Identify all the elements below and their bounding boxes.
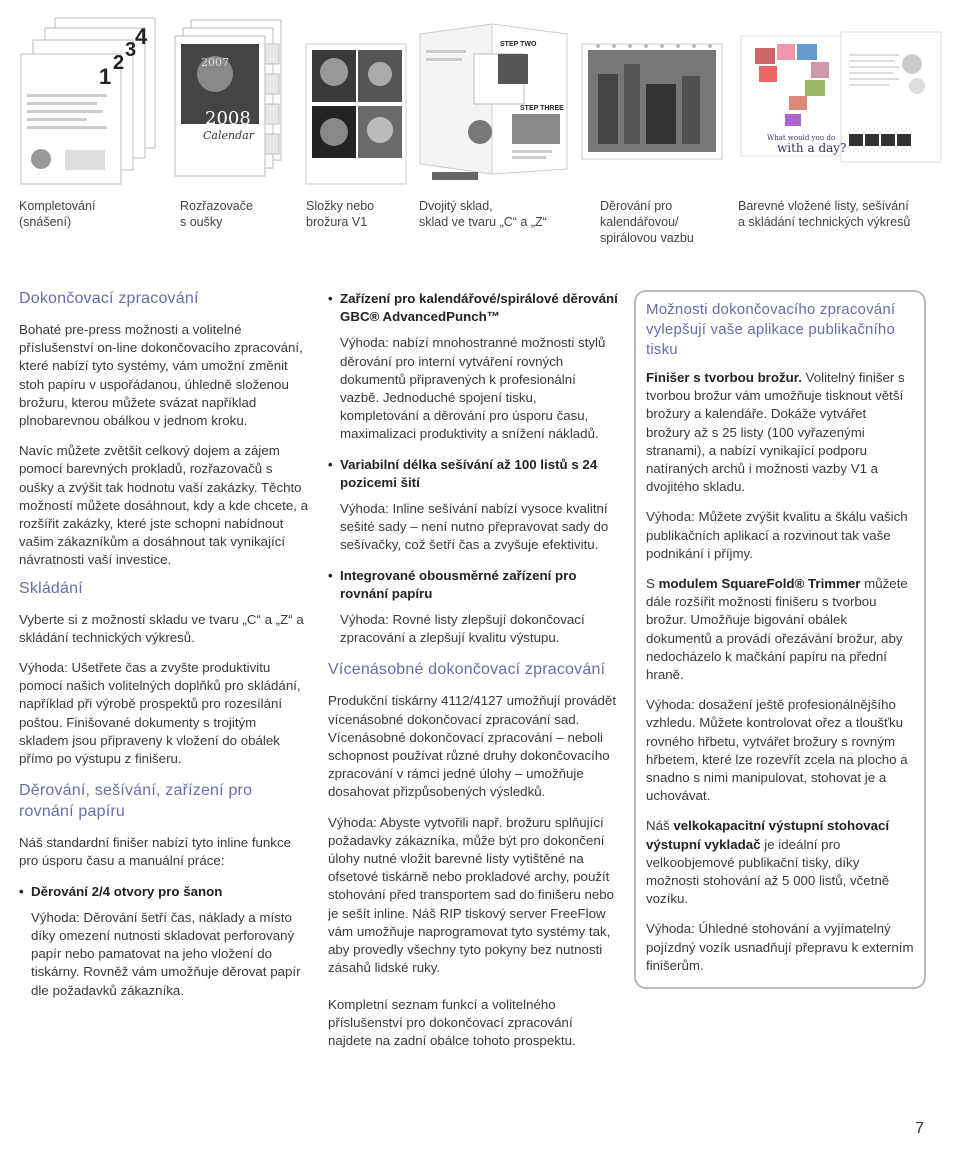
svg-text:2008: 2008 <box>205 108 251 129</box>
svg-text:3: 3 <box>125 39 137 61</box>
heading-finishing: Dokončovací zpracování <box>19 290 199 307</box>
heading-folding: Skládání <box>19 579 83 597</box>
booklet-image <box>300 14 410 189</box>
paragraph: Bohaté pre-press možnosti a volitelné příslušenství on-line dokončovacího zpracování, které nabízí tyto systémy, vám umožní změnit stoh papíru v uspořádanou, úhledně složenou brožuru, kterou můžete svázat například plnobarevnou obálkou v jednom kroku. <box>19 322 303 429</box>
bullet-item: • Děrování 2/4 otvory pro šanon <box>19 883 309 901</box>
caption-color-inserts: Barevné vložené listy, sešívání a skládání technických výkresů <box>738 199 911 229</box>
paragraph: Výhoda: Úhledné stohování a vyjímatelný pojízdný vozík usnadňují přepravu k externím finišerům. <box>646 921 914 973</box>
caption-tab-dividers: Rozřazovače s oušky <box>180 199 253 229</box>
paragraph: Výhoda: dosažení ještě profesionálnějšího vzhledu. Můžete kontrolovat ořez a tloušťku rovného hřbetu, vytvářet brožury s rovným hřbetem, které lze rozevřít zcela na plocho a snadno s nimi manipulovat, stohovat je a uchovávat. <box>646 697 908 804</box>
bullet-body: Výhoda: Děrování šetří čas, náklady a místo díky omezení nutnosti skladovat perforovaný papír nebo pamatovat na jeho vložení do tiskárny. Rovněž vám umožňuje děrovat papír dle požadavků zákazníka. <box>31 909 301 998</box>
svg-text:Calendar: Calendar <box>203 129 254 142</box>
paragraph: Náš velkokapacitní výstupní stohovací výstupní vykladač je ideální pro velkoobjemové publikační tisky, díky možnosti stohování až 5 000 listů, včetně vozíku. <box>646 818 890 907</box>
publishing-options-box <box>634 290 926 989</box>
paragraph: Vyberte si z možností skladu ve tvaru „C“ a „Z“ a skládání technických výkresů. <box>19 611 304 645</box>
caption-booklet: Složky nebo brožura V1 <box>306 199 375 229</box>
bullet-body: Výhoda: Rovné listy zlepšují dokončovací zpracování a zlepšují kvalitu výstupu. <box>340 612 585 646</box>
svg-text:STEP THREE: STEP THREE <box>520 105 564 112</box>
collation-image <box>15 14 160 189</box>
paragraph: Náš standardní finišer nabízí tyto inline funkce pro úsporu času a manuální práce: <box>19 835 291 869</box>
caption-spiral-punch: Děrování pro kalendářovou/ spirálovou vazbu <box>600 199 694 245</box>
bullet-item: • Variabilní délka sešívání až 100 listů s 24 pozicemi šití <box>328 456 618 492</box>
paragraph: Kompletní seznam funkcí a volitelného příslušenství pro dokončovací zpracování najdete na zadní obálce tohoto prospektu. <box>328 996 576 1048</box>
paragraph: Výhoda: Abyste vytvořili např. brožuru splňující požadavky zákazníka, může být pro dokončení úlohy nutné vložit barevné listy vytištěné na ofsetové tiskárně nebo prokladové archy, použít stohování před transportem sad do finišeru nebo je sešít inline. Náš RIP tiskový server FreeFlow vám umožňuje naprogramovat tyto systémy tak, aby provedly všechny tyto pokyny bez nutnosti zásahů lidské ruky. <box>328 814 615 976</box>
svg-text:What would you do: What would you do <box>767 134 836 142</box>
paragraph: Výhoda: Můžete zvýšit kvalitu a škálu vašich publikačních aplikací a rozvinout tak vaše podnikání i příjmy. <box>646 509 908 561</box>
svg-text:2: 2 <box>113 52 125 74</box>
folding-image <box>412 14 572 189</box>
column-right <box>634 290 924 989</box>
paragraph: Produkční tiskárny 4112/4127 umožňují provádět vícenásobné dokončovací zpracování sad. Vícenásobné dokončovací zpracování – neboli schopnost používat různé druhy dokončovacího zpracování v rámci jedné úlohy – umožňuje dosahovat přizpůsobených výsledků. <box>328 693 617 800</box>
paragraph: Finišer s tvorbou brožur. Volitelný finišer s tvorbou brožur vám umožňuje tisknout větší brožury a kalendáře. Dokáže vytvářet brožury až s 25 listy (100 vyřazenými stranami), a nabízí vynikající podporu natíraných archů i možnosti vazby V1 a dvojitého skladu. <box>646 370 905 495</box>
bullet-item: • Zařízení pro kalendářové/spirálové děrování GBC® AdvancedPunch™ <box>328 290 618 326</box>
svg-text:1: 1 <box>99 64 112 89</box>
color-inserts-image <box>737 14 947 189</box>
caption-collation: Kompletování (snášení) <box>19 199 96 229</box>
spiral-binding-image <box>578 14 728 189</box>
bullet-body: Výhoda: Inline sešívání nabízí vysoce kvalitní sešité sady – není nutno přepravovat sady do sešívačky, což šetří čas a zvyšuje efektivitu. <box>340 501 609 553</box>
paragraph: Navíc můžete zvětšit celkový dojem a zájem pomocí barevných prokladů, rozřazovačů s oušky a zvýšit tak hodnotu vaší zakázky. Těchto možností můžete dosáhnout, kdy a kde chcete, a rozšířit zakázky, které jste schopni nabídnout vašim zákazníkům a dosáhnout tak vynikající návratnosti vaší investice. <box>19 443 309 568</box>
svg-text:with a day?: with a day? <box>777 141 847 155</box>
bullet-item: • Integrované obousměrné zařízení pro rovnání papíru <box>328 567 618 603</box>
caption-folding: Dvojitý sklad, sklad ve tvaru „C“ a „Z“ <box>419 199 547 229</box>
column-left <box>19 288 309 1012</box>
paragraph: Výhoda: Ušetřete čas a zvyšte produktivitu pomocí našich volitelných doplňků pro skládání, například při výrobě prospektů pro rozesílání poštou. Finišované dokumenty s trojitým skladem jsou připraveny k vložení do obálek přímo po výstupu z finišeru. <box>19 660 301 767</box>
page-number: 7 <box>915 1120 924 1137</box>
product-images <box>0 0 960 195</box>
paragraph: S modulem SquareFold® Trimmer můžete dále rozšířit možnosti finišeru s tvorbou brožur. Umožňuje bigování obálek dokumentů a provádí ořezávání brožur, aby nedocházelo k mačkání papíru na přední hraně. <box>646 576 908 683</box>
heading-publishing-options: Možnosti dokončovacího zpracování vylepšují vaše aplikace publikačního tisku <box>646 301 896 358</box>
heading-multiple-finishing: Vícenásobné dokončovací zpracování <box>328 661 606 679</box>
svg-text:2007: 2007 <box>201 56 229 69</box>
bullet-body: Výhoda: nabízí mnohostranné možnosti stylů děrování pro interní vytváření rovných dokumentů připravených k profesionální vazbě. Jednoduché spojení tisku, kompletování a děrování pro úsporu času, maximalizaci produktivity a snížení nákladů. <box>340 335 606 442</box>
svg-text:STEP TWO: STEP TWO <box>500 41 537 48</box>
svg-text:4: 4 <box>135 24 148 49</box>
tab-dividers-image <box>165 14 295 189</box>
heading-punching-stapling: Děrování, sešívání, zařízení pro rovnání papíru <box>19 782 253 821</box>
column-middle <box>328 290 618 1062</box>
